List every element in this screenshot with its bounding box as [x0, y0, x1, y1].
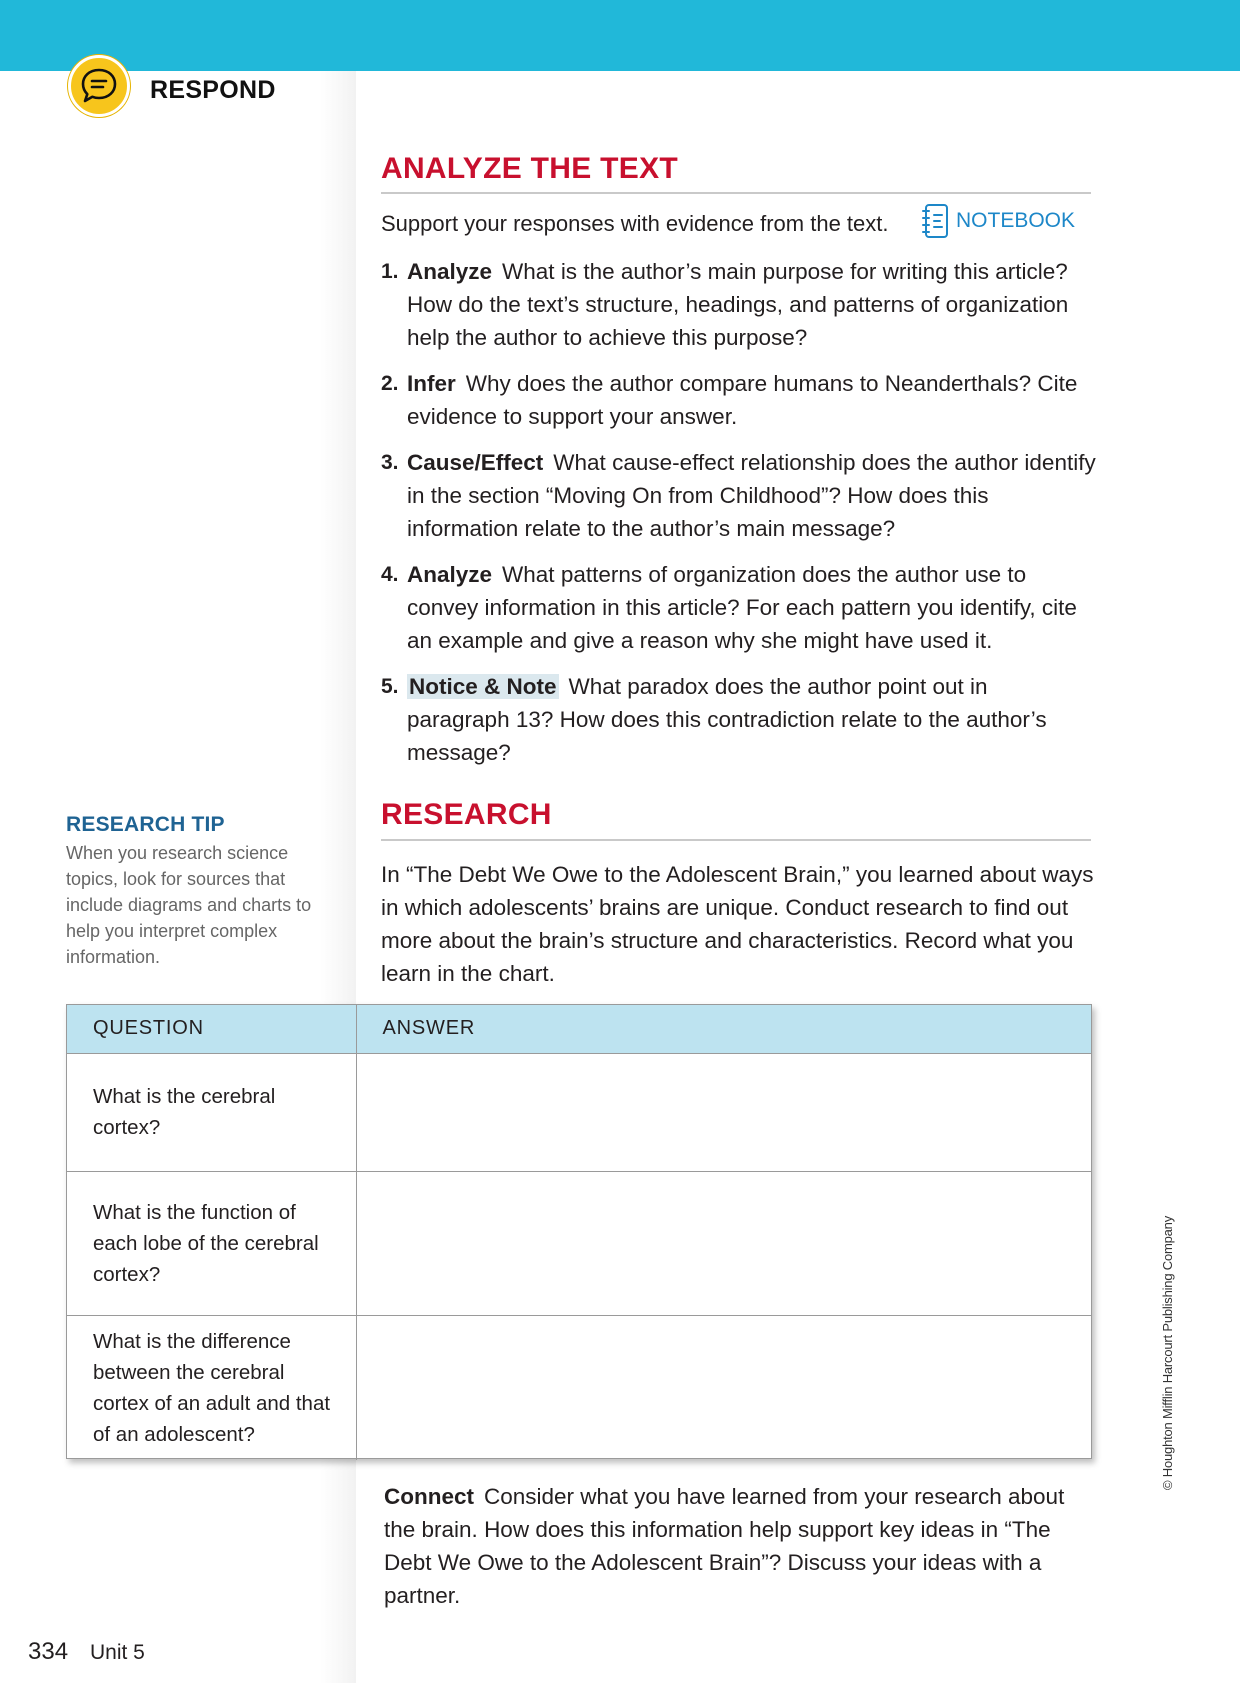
- respond-badge: [68, 55, 130, 117]
- question-item: [381, 446, 1096, 545]
- question-text: What patterns of organization does the author use to convey information in this article? For each pattern you identify, cite an example and give a reason why she might have used it.: [407, 562, 1077, 653]
- table-row: [67, 1315, 1091, 1460]
- speech-bubble-icon: [79, 66, 119, 106]
- question-text: Why does the author compare humans to Neanderthals? Cite evidence to support your answer.: [407, 371, 1078, 429]
- answer-cell[interactable]: [356, 1053, 1091, 1171]
- question-number: 2.: [381, 372, 399, 395]
- question-number: 4.: [381, 563, 399, 586]
- connect-text: Consider what you have learned from your research about the brain. How does this information help support key ideas in “The Debt We Owe to the Adolescent Brain”? Discuss your ideas with a partner.: [384, 1484, 1065, 1608]
- research-divider: [381, 839, 1091, 841]
- research-table: [67, 1005, 1091, 1460]
- question-label: Analyze: [407, 259, 493, 284]
- question-cell: What is the difference between the cerebral cortex of an adult and that of an adolescent?: [67, 1315, 356, 1460]
- research-tip-title: RESEARCH TIP: [66, 813, 225, 836]
- answer-cell[interactable]: [356, 1171, 1091, 1315]
- table-header-row: [67, 1005, 1091, 1053]
- analyze-question-list: [381, 255, 1096, 782]
- question-text: What paradox does the author point out in paragraph 13? How does this contradiction relate to the author’s message?: [407, 674, 1047, 765]
- page-number: 334: [28, 1638, 69, 1665]
- connect-paragraph: [384, 1480, 1096, 1612]
- notice-and-note-label: Notice & Note: [409, 674, 557, 699]
- question-item: [381, 670, 1096, 769]
- question-number: 5.: [381, 675, 399, 698]
- analyze-heading: ANALYZE THE TEXT: [381, 152, 679, 185]
- question-label: Analyze: [407, 562, 493, 587]
- question-text: What cause-effect relationship does the author identify in the section “Moving On from Childhood”? How does this information relate to the author’s main message?: [407, 450, 1096, 541]
- question-item: [381, 558, 1096, 657]
- question-cell: What is the cerebral cortex?: [67, 1053, 356, 1171]
- answer-cell[interactable]: [356, 1315, 1091, 1460]
- research-tip-body: When you research science topics, look for sources that include diagrams and charts to help you interpret complex information.: [66, 843, 312, 967]
- question-column-header: QUESTION: [67, 1005, 356, 1053]
- top-color-band: [0, 0, 1240, 71]
- research-chart: [66, 1004, 1092, 1459]
- question-item: [381, 367, 1096, 433]
- question-cell: What is the function of each lobe of the cerebral cortex?: [67, 1171, 356, 1315]
- analyze-intro: Support your responses with evidence from the text.: [381, 211, 889, 236]
- question-label: Cause/Effect: [407, 450, 544, 475]
- notebook-icon: [920, 203, 950, 239]
- connect-label: Connect: [384, 1484, 474, 1509]
- answer-column-header: ANSWER: [356, 1005, 1091, 1053]
- notebook-link[interactable]: [920, 203, 1075, 239]
- question-item: [381, 255, 1096, 354]
- notebook-label: NOTEBOOK: [956, 209, 1076, 232]
- question-number: 1.: [381, 260, 399, 283]
- question-number: 3.: [381, 451, 399, 474]
- analyze-divider: [381, 192, 1091, 194]
- table-row: [67, 1053, 1091, 1171]
- copyright-notice: © Houghton Mifflin Harcourt Publishing Company: [1160, 1215, 1175, 1490]
- research-paragraph: In “The Debt We Owe to the Adolescent Brain,” you learned about ways in which adolescents’ brains are unique. Conduct research to find out more about the brain’s structure and characteristics. Record what you learn in the chart.: [381, 862, 1094, 986]
- question-label: Infer: [407, 371, 456, 396]
- research-heading: RESEARCH: [381, 798, 552, 831]
- section-label: RESPOND: [150, 76, 276, 104]
- table-row: [67, 1171, 1091, 1315]
- question-text: What is the author’s main purpose for writing this article? How do the text’s structure, headings, and patterns of organization help the author to achieve this purpose?: [407, 259, 1069, 350]
- unit-label: Unit 5: [90, 1641, 145, 1664]
